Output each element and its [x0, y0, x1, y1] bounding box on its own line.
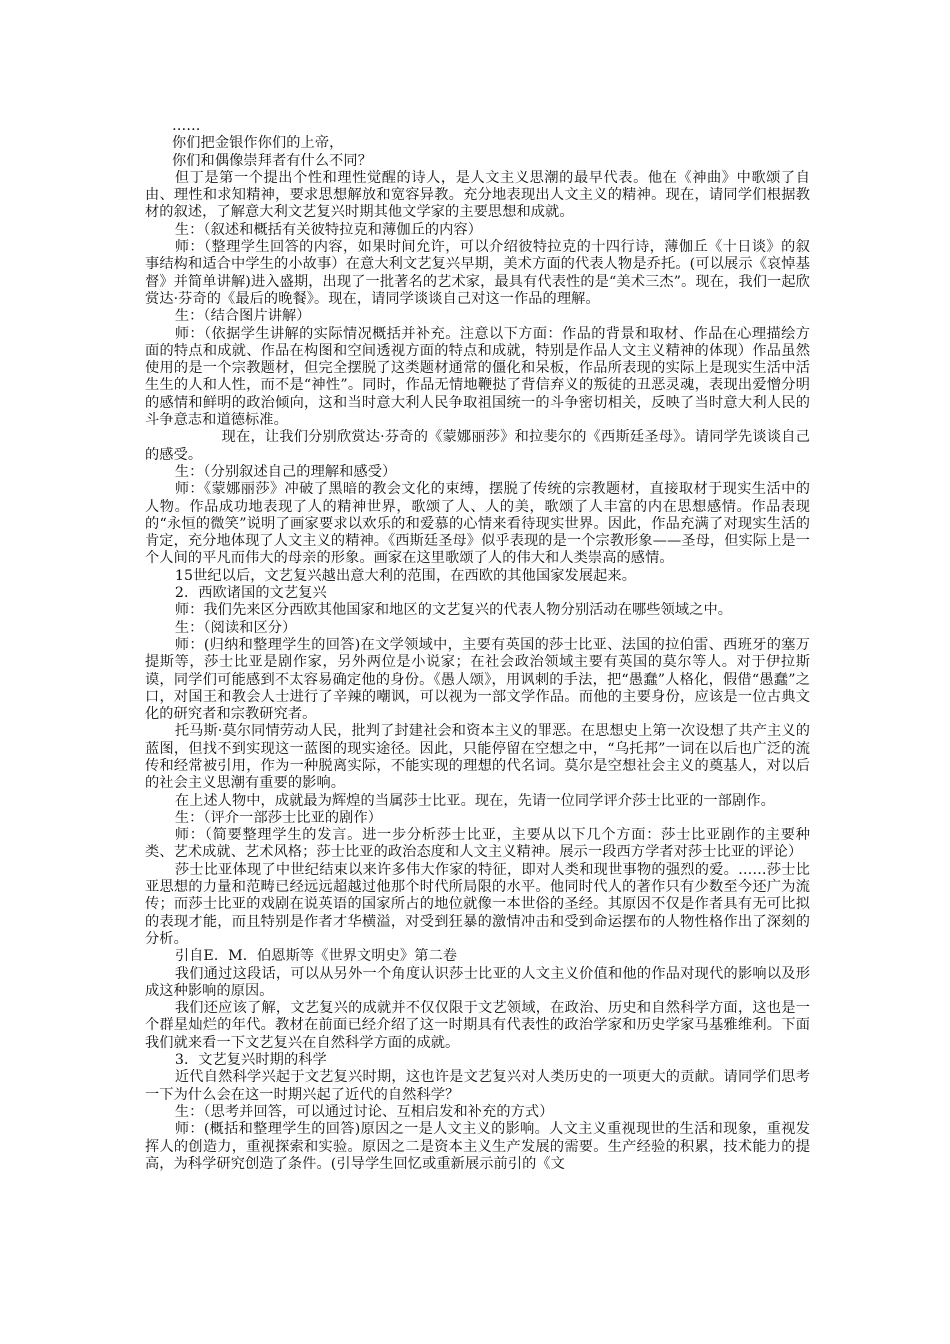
document-body [145, 118, 810, 1173]
paragraph: 15世纪以后，文艺复兴越出意大利的范围，在西欧的其他国家发展起来。 [174, 567, 636, 584]
paragraph: 师：《蒙娜丽莎》冲破了黑暗的教会文化的束缚，摆脱了传统的宗教题材，直接取材于现实生活中的人物。作品成功地表现了人的精神世界，歌颂了人、人的美，歌颂了人丰富的内在思想感情。作品表现的“永恒的微笑”说明了画家要求以欢乐的和爱慕的心情来看待现实世界。因此，作品充满了对现实生活的肯定，充分地体现了人文主义的精神。《西斯廷圣母》似乎表现的是一个宗教形象——圣母，但实际上是一个人间的平凡而伟大的母亲的形象。画家在这里歌颂了人的伟大和人类崇高的感情。 [145, 481, 810, 567]
paragraph: 3．文艺复兴时期的科学 [174, 1052, 327, 1069]
paragraph: 在上述人物中，成就最为辉煌的当属莎士比亚。现在，先请一位同学评介莎士比亚的一部剧作。 [174, 792, 775, 809]
paragraph: 生：（结合图片讲解） [174, 308, 311, 325]
paragraph: 莎士比亚体现了中世纪结束以来许多伟大作家的特征，即对人类和现世事物的强烈的爱。……莎士比亚思想的力量和范畴已经远远超越过他那个时代所局限的水平。他同时代人的著作只有少数至今还广为流传；而莎士比亚的戏剧在说英语的国家所占的地位就像一本世俗的圣经。其原因不仅是作者具有无可比拟的表现才能，而且特别是作者才华横溢，对受到狂暴的激情冲击和受到命运摆布的人物性格作出了深刻的分析。 [145, 861, 810, 947]
paragraph: 我们还应该了解，文艺复兴的成就并不仅仅限于文艺领域，在政治、历史和自然科学方面，这也是一个群星灿烂的年代。教材在前面已经介绍了这一时期具有代表性的政治学家和历史学家马基雅维利。下面我们就来看一下文艺复兴在自然科学方面的成就。 [145, 1000, 810, 1051]
paragraph: 师：我们先来区分西欧其他国家和地区的文艺复兴的代表人物分别活动在哪些领域之中。 [174, 602, 733, 619]
paragraph: 师：(概括和整理学生的回答)原因之一是人文主义的影响。人文主义重视现世的生活和现象，重视发挥人的创造力，重视探索和实验。原因之二是资本主义生产发展的需要。生产经验的积累，技术能力的提高，为科学研究创造了条件。(引导学生回忆或重新展示前引的《文 [145, 1121, 810, 1172]
paragraph: 师：（简要整理学生的发言。进一步分析莎士比亚，主要从以下几个方面：莎士比亚剧作的主要种类、艺术成就、艺术风格；莎士比亚的政治态度和人文主义精神。展示一段西方学者对莎士比亚的评论） [145, 827, 810, 861]
paragraph: …… [171, 118, 201, 134]
paragraph: 引自E．M．伯恩斯等《世界文明史》第二卷 [174, 948, 458, 965]
paragraph: 但丁是第一个提出个性和理性觉醒的诗人，是人文主义思潮的最早代表。他在《神曲》中歌颂了自由、理性和求知精神，要求思想解放和宽容异教。充分地表现出人文主义的精神。现在，请同学们根据教材的叙述，了解意大利文艺复兴时期其他文学家的主要思想和成就。 [145, 169, 810, 221]
paragraph: 师：（整理学生回答的内容，如果时间允许，可以介绍彼特拉克的十四行诗，薄伽丘《十日谈》的叙事结构和适合中学生的小故事）在意大利文艺复兴早期，美术方面的代表人物是乔托。(可以展示《哀悼基督》并简单讲解)进入盛期，出现了一批著名的艺术家，最具有代表性的是“美术三杰”。现在，我们一起欣赏达·芬奇的《最后的晚餐》。现在，请同学谈谈自己对这一作品的理解。 [145, 239, 810, 307]
paragraph: 生：（思考并回答，可以通过讨论、互相启发和补充的方式） [174, 1103, 554, 1120]
paragraph: 生：（分别叙述自己的理解和感受） [174, 463, 397, 480]
paragraph: 现在，让我们分别欣赏达·芬奇的《蒙娜丽莎》和拉斐尔的《西斯廷圣母》。请同学先谈谈自己的感受。 [145, 429, 810, 463]
paragraph: 生：（阅读和区分） [174, 619, 297, 636]
paragraph: 你们把金银作你们的上帝， [171, 135, 344, 152]
paragraph: 师：（依据学生讲解的实际情况概括并补充。注意以下方面：作品的背景和取材、作品在心理描绘方面的特点和成就、作品在构图和空间透视方面的特点和成就，特别是作品人文主义精神的体现）作品虽然使用的是一个宗教题材，但完全摆脱了这类题材通常的僵化和呆板，作品所表现的实际上是现实生活中活生生的人和人性，而不是“神性”。同时，作品无情地鞭挞了背信弃义的叛徒的丑恶灵魂，表现出爱憎分明的感情和鲜明的政治倾向，这和当时意大利人民争取祖国统一的斗争密切相关，反映了当时意大利人民的斗争意志和道德标准。 [145, 325, 810, 429]
paragraph: 师：(归纳和整理学生的回答)在文学领域中，主要有英国的莎士比亚、法国的拉伯雷、西班牙的塞万提斯等，莎士比亚是剧作家，另外两位是小说家；在社会政治领域主要有英国的莫尔等人。对于伊拉斯谟，同学们可能感到不太容易确定他的身份。《愚人颂》，用讽刺的手法，把“愚蠢”人格化，假借“愚蠢”之口，对国王和教会人士进行了辛辣的嘲讽，可以视为一部文学作品。而他的主要身份，应该是一位古典文化的研究者和宗教研究者。 [145, 636, 810, 723]
paragraph: 托马斯·莫尔同情劳动人民，批判了封建社会和资本主义的罪恶。在思想史上第一次设想了共产主义的蓝图，但找不到实现这一蓝图的现实途径。因此，只能停留在空想之中，“乌托邦”一词在以后也广泛的流传和经常被引用，作为一种脱离实际，不能实现的理想的代名词。莫尔是空想社会主义的奠基人，对以后的社会主义思潮有重要的影响。 [145, 723, 810, 792]
paragraph: 生：（评介一部莎士比亚的剧作） [174, 809, 383, 826]
paragraph: 我们通过这段话，可以从另外一个角度认识莎士比亚的人文主义价值和他的作品对现代的影响以及形成这种影响的原因。 [145, 965, 810, 999]
paragraph: 2．西欧诸国的文艺复兴 [174, 585, 327, 602]
paragraph: 近代自然科学兴起于文艺复兴时期，这也许是文艺复兴对人类历史的一项更大的贡献。请同学们思考一下为什么会在这一时期兴起了近代的自然科学？ [145, 1069, 810, 1103]
paragraph: 你们和偶像崇拜者有什么不同？ [171, 152, 372, 169]
paragraph: 生：（叙述和概括有关彼特拉克和薄伽丘的内容） [174, 221, 483, 238]
